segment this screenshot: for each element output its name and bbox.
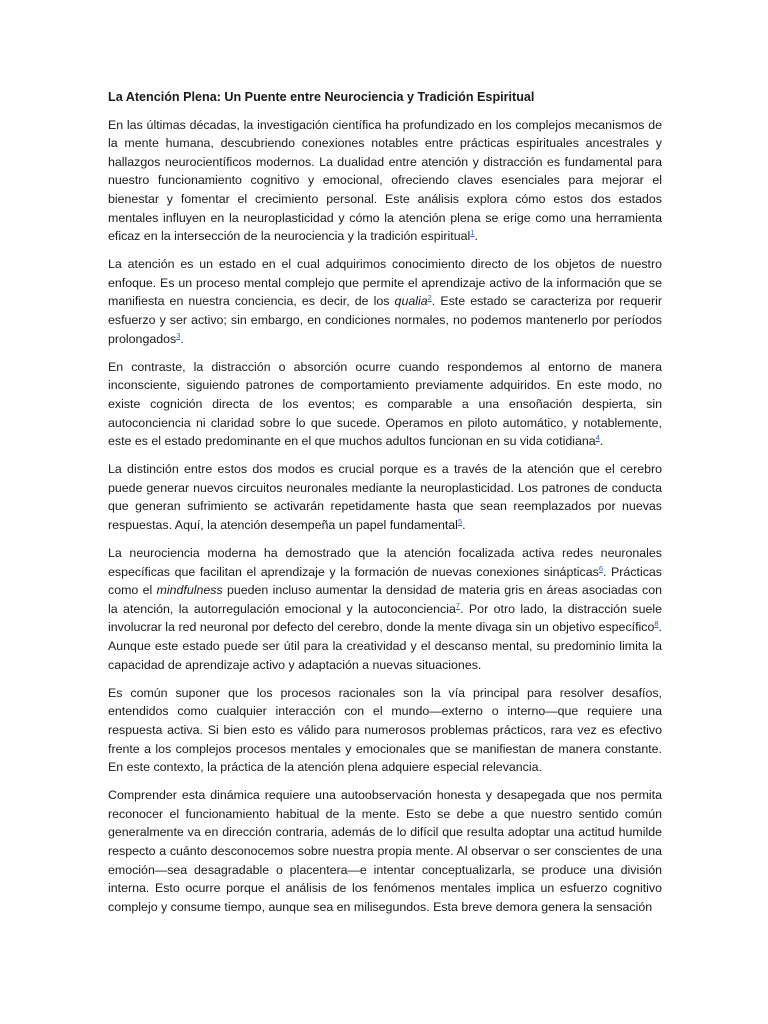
paragraph-text: pueden incluso aumentar la densidad de materia gris en áreas asociadas con la atención, la autorregulación emocional y la autoconciencia — [108, 583, 662, 616]
paragraph-text: . — [474, 229, 478, 244]
footnote-link[interactable]: 4 — [595, 432, 600, 442]
paragraph-text: . — [180, 331, 184, 346]
paragraph-text: Comprender esta dinámica requiere una autoobservación honesta y desapegada que nos permita reconocer el funcionamiento habitual de la mente. Esto se debe a que nuestro sentido común generalmente va en dirección contraria, además de lo difícil que resulta adoptar una actitud humilde respecto a cuánto desconocemos sobre nuestra propia mente. Al observar o ser conscientes de una emoción—sea desagradable o placentera—e intentar conceptualizarla, se produce una división interna. Esto ocurre porque el análisis de los fenómenos mentales implica un esfuerzo cognitivo complejo y consume tiempo, aunque sea en milisegundos. Esta breve demora genera la sensación — [108, 788, 662, 914]
paragraph-text: Es común suponer que los procesos racionales son la vía principal para resolver desafíos, entendidos como cualquier interacción con el mundo—externo o interno—que requiere una respuesta activa. Si bien esto es válido para numerosos problemas prácticos, rara vez es efectivo frente a los complejos procesos mentales y emocionales que se manifiestan de manera constante. En este contexto, la práctica de la atención plena adquiere especial relevancia. — [108, 685, 662, 775]
footnote-link[interactable]: 8 — [654, 619, 659, 629]
footnote-link[interactable]: 5 — [457, 516, 463, 526]
paragraph-text: La neurociencia moderna ha demostrado que la atención focalizada activa redes neuronales específicas que facilitan el aprendizaje y la formación de nuevas conexiones sinápticas — [108, 546, 662, 579]
paragraph-text: La distinción entre estos dos modos es crucial porque es a través de la atención que el cerebro puede generar nuevos circuitos neuronales mediante la neuroplasticidad. Los patrones de conducta que generan sufrimiento se activarán repetidamente hasta que sean reemplazados por nuevas respuestas. Aquí, la atención desempeña un papel fundamental — [108, 462, 662, 532]
paragraph — [108, 684, 662, 777]
document-page — [108, 88, 662, 926]
paragraph-text: . Este estado se caracteriza por requerir esfuerzo y ser activo; sin embargo, en condiciones normales, no podemos mantenerlo por períodos prolongados — [108, 294, 663, 346]
footnote-link[interactable]: 3 — [176, 330, 181, 340]
paragraph-text: . Aunque este estado puede ser útil para la creatividad y el descanso mental, su predominio limita la capacidad de aprendizaje activo y adaptación a nuevas situaciones. — [108, 620, 662, 672]
paragraph — [108, 358, 662, 451]
italic-term: qualia — [394, 294, 428, 309]
footnote-link[interactable]: 7 — [455, 600, 461, 610]
paragraph-text: . Prácticas como el — [108, 564, 662, 598]
paragraph-text: . — [599, 434, 604, 449]
paragraph-text: . — [462, 517, 466, 532]
paragraph-text: La atención es un estado en el cual adquirimos conocimiento directo de los objetos de nuestro enfoque. Es un proceso mental complejo que permite el aprendizaje activo de la información que se manifiesta en nuestra conciencia, es decir, de los — [108, 257, 662, 309]
footnote-link[interactable]: 6 — [598, 563, 603, 573]
footnote-link[interactable]: 2 — [427, 293, 432, 303]
paragraph — [108, 544, 662, 674]
footnote-link[interactable]: 1 — [470, 228, 475, 238]
paragraph-text: . Por otro lado, la distracción suele involucrar la red neuronal por defecto del cerebro, donde la mente divaga sin un objetivo específico — [108, 601, 662, 635]
paragraph — [108, 255, 662, 348]
paragraph — [108, 116, 662, 246]
paragraph-text: En las últimas décadas, la investigación científica ha profundizado en los complejos mecanismos de la mente humana, descubriendo conexiones notables entre prácticas espirituales ancestrales y hallazgos neurocientíficos modernos. La dualidad entre atención y distracción es fundamental para nuestro funcionamiento cognitivo y emocional, ofreciendo claves esenciales para mejorar el bienestar y fomentar el crecimiento personal. Este análisis explora cómo estos dos estados mentales influyen en la neuroplasticidad y cómo la atención plena se erige como una herramienta eficaz en la intersección de la neurociencia y la tradición espiritual — [108, 117, 662, 244]
paragraph — [108, 460, 662, 534]
paragraph — [108, 786, 662, 916]
document-title: La Atención Plena: Un Puente entre Neurociencia y Tradición Espiritual — [108, 90, 535, 104]
italic-term: mindfulness — [156, 583, 223, 598]
paragraph-text: En contraste, la distracción o absorción ocurre cuando respondemos al entorno de manera inconsciente, siguiendo patrones de comportamiento previamente adquiridos. En este modo, no existe cognición directa de los eventos; es comparable a una ensoñación despierta, sin autoconciencia ni claridad sobre lo que sucede. Operamos en piloto automático, y notablemente, este es el estado predominante en el que muchos adultos funcionan en su vida cotidiana — [108, 359, 662, 449]
document-body — [108, 116, 662, 917]
